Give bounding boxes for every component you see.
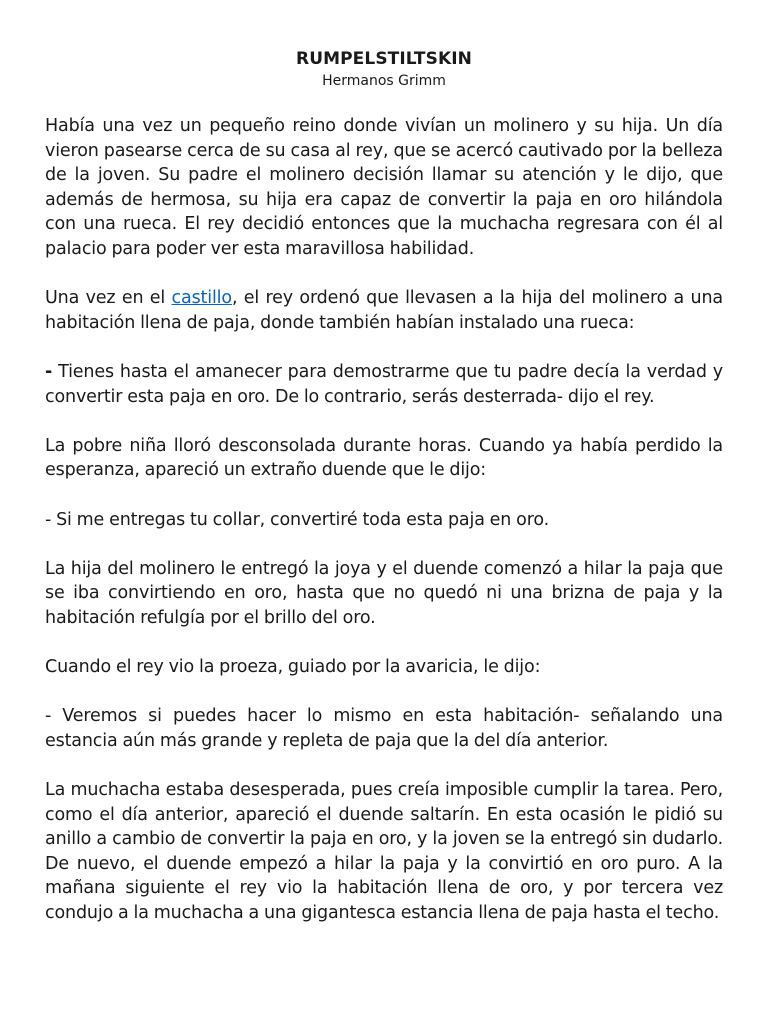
- document-title: RUMPELSTILTSKIN: [296, 49, 472, 69]
- document-author: Hermanos Grimm: [322, 73, 446, 89]
- paragraph-3: [45, 360, 723, 409]
- paragraph-1: Había una vez un pequeño reino donde vivían un molinero y su hija. Un día vieron pasearse cerca de su casa al rey, que se acercó cautivado por la belleza de la joven. Su padre el molinero decisión llamar su atención y le dijo, que además de hermosa, su hija era capaz de convertir la paja en oro hilándola con una rueca. El rey decidió entonces que la muchacha regresara con él al palacio para poder ver esta maravillosa habilidad.: [45, 116, 723, 259]
- paragraph-2-end: , el rey ordenó que llevasen a la hija del molinero a una habitación llena de paja, donde también habían instalado una rueca:: [45, 288, 723, 333]
- paragraph-2-start: Una vez en el: [45, 288, 172, 309]
- paragraph-2: [45, 286, 723, 335]
- paragraph-8: - Veremos si puedes hacer lo mismo en esta habitación- señalando una estancia aún más grande y repleta de paja que la del día anterior.: [45, 706, 723, 751]
- paragraph-9: La muchacha estaba desesperada, pues creía imposible cumplir la tarea. Pero, como el día anterior, apareció el duende saltarín. En esta ocasión le pidió su anillo a cambio de convertir la paja en oro, y la joven se la entregó sin dudarlo. De nuevo, el duende empezó a hilar la paja y la convirtió en oro puro. A la mañana siguiente el rey vio la habitación llena de oro, y por tercera vez condujo a la muchacha a una gigantesca estancia llena de paja hasta el techo.: [45, 780, 723, 923]
- document-body: [45, 114, 723, 926]
- dialogue-dash: -: [45, 361, 53, 382]
- paragraph-4: La pobre niña lloró desconsolada durante horas. Cuando ya había perdido la esperanza, apareció un extraño duende que le dijo:: [45, 435, 723, 481]
- paragraph-6: La hija del molinero le entregó la joya y el duende comenzó a hilar la paja que se iba convirtiendo en oro, hasta que no quedó ni una brizna de paja y la habitación refulgía por el brillo del oro.: [45, 558, 723, 628]
- castillo-link[interactable]: castillo: [171, 288, 232, 309]
- paragraph-7: Cuando el rey vio la proeza, guiado por la avaricia, le dijo:: [45, 657, 541, 678]
- paragraph-5: - Si me entregas tu collar, convertiré toda esta paja en oro.: [45, 509, 550, 530]
- paragraph-3-text: Tienes hasta el amanecer para demostrarme que tu padre decía la verdad y convertir esta paja en oro. De lo contrario, serás desterrada- dijo el rey.: [45, 361, 723, 407]
